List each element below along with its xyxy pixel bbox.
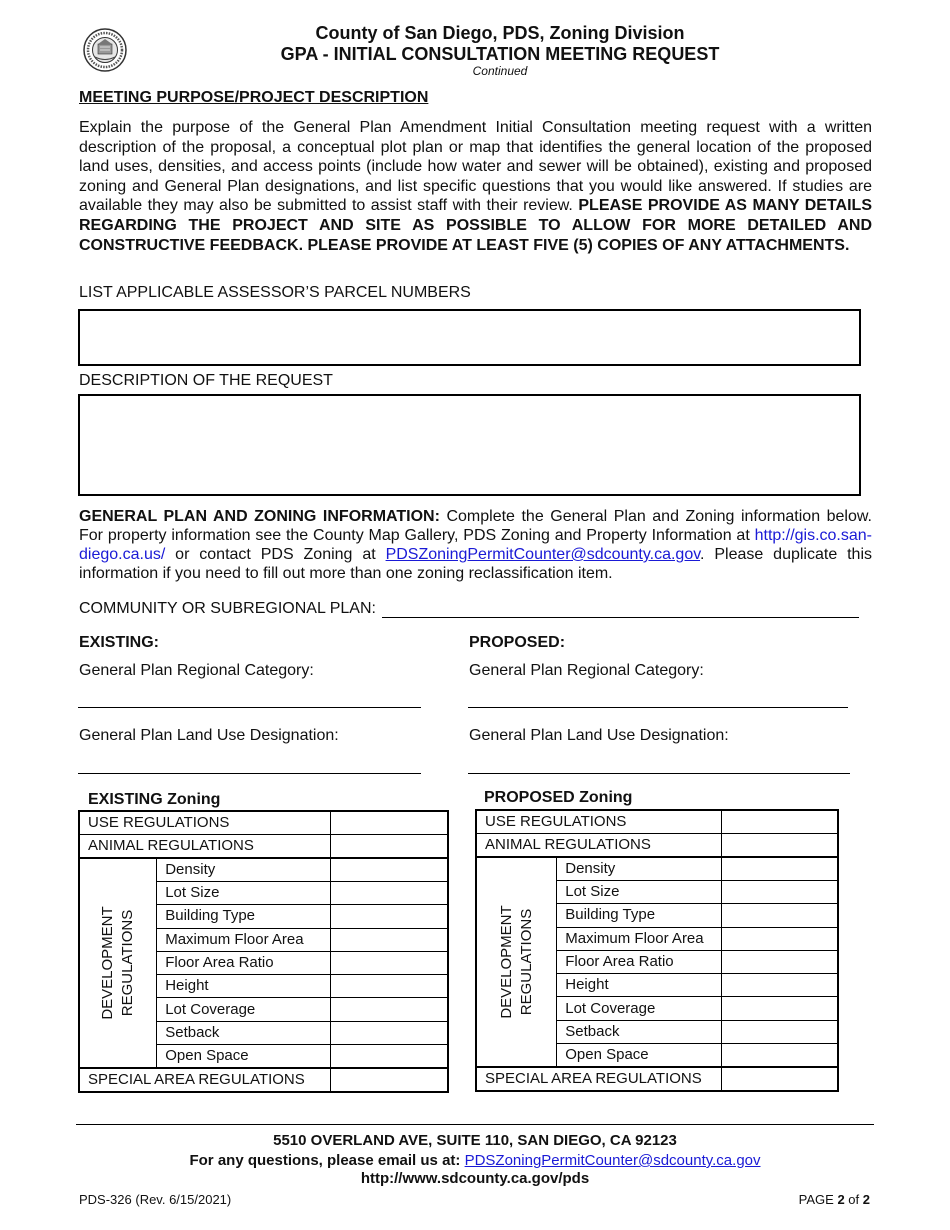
footer-address: 5510 OVERLAND AVE, SUITE 110, SAN DIEGO, CA 92123: [273, 1132, 677, 1149]
footer-email-link[interactable]: PDSZoningPermitCounter@sdcounty.ca.gov: [464, 1152, 761, 1169]
proposed-regional-category-field[interactable]: [468, 707, 848, 708]
apn-label: LIST APPLICABLE ASSESSOR’S PARCEL NUMBERS: [79, 284, 471, 301]
table-row: [79, 835, 448, 859]
proposed-height-field[interactable]: [722, 974, 838, 997]
dev-label-line2: REGULATIONS: [517, 908, 535, 1016]
dev-label-line1: DEVELOPMENT: [99, 906, 117, 1020]
existing-zoning-table: [78, 810, 449, 1093]
existing-regional-category-field[interactable]: [78, 707, 421, 708]
proposed-regional-category-label: General Plan Regional Category:: [469, 662, 704, 679]
instructions-text: Explain the purpose of the General Plan Amendment Initial Consultation meeting request with a written description of the proposal, a conceptual plot plan or map that identifies the general location of the proposed land uses, densities, and access points (include how water and sewer will be obtained), existing and proposed zoning and General Plan designations, and list specific questions that you would like answered. If studies are available they may also be submitted to assist staff with their review.: [79, 119, 872, 215]
existing-lot-coverage-field[interactable]: [331, 998, 448, 1021]
existing-use-regulations-field[interactable]: [331, 811, 448, 835]
existing-land-use-label: General Plan Land Use Designation:: [79, 727, 339, 744]
table-row: [476, 857, 838, 881]
existing-max-floor-area-field[interactable]: [331, 928, 448, 951]
existing-land-use-field[interactable]: [78, 773, 421, 774]
existing-open-space-field[interactable]: [331, 1045, 448, 1069]
meeting-purpose-heading: MEETING PURPOSE/PROJECT DESCRIPTION: [79, 89, 429, 106]
existing-special-area-field[interactable]: [331, 1068, 448, 1092]
dev-row-label: Height: [557, 974, 722, 997]
dev-row-label: Density: [157, 858, 331, 882]
existing-building-type-field[interactable]: [331, 905, 448, 928]
dev-row-label: Maximum Floor Area: [157, 928, 331, 951]
dev-row-label: Maximum Floor Area: [557, 927, 722, 950]
proposed-max-floor-area-field[interactable]: [722, 927, 838, 950]
existing-heading: EXISTING:: [79, 634, 160, 651]
proposed-animal-regulations-field[interactable]: [722, 834, 838, 858]
proposed-density-field[interactable]: [722, 857, 838, 881]
gp-zoning-info-paragraph: [79, 507, 872, 583]
proposed-open-space-field[interactable]: [722, 1044, 838, 1068]
dev-row-label: Open Space: [557, 1044, 722, 1068]
dev-row-label: Lot Size: [157, 882, 331, 905]
animal-regulations-label: ANIMAL REGULATIONS: [79, 835, 331, 859]
proposed-floor-area-ratio-field[interactable]: [722, 950, 838, 973]
dev-row-label: Lot Coverage: [557, 997, 722, 1020]
table-row: [79, 1068, 448, 1092]
dev-row-label: Height: [157, 975, 331, 998]
community-plan-label: COMMUNITY OR SUBREGIONAL PLAN:: [79, 600, 376, 617]
proposed-building-type-field[interactable]: [722, 904, 838, 927]
gp-info-text-1: Complete the General Plan and Zoning information below. For property information see the County Map Gallery, PDS Zoning and Property Information at: [79, 508, 873, 544]
gp-info-text-2: or contact PDS Zoning at: [165, 546, 386, 563]
proposed-zoning-table: [475, 809, 839, 1092]
form-title-county: County of San Diego, PDS, Zoning Division: [315, 23, 685, 43]
table-row: [476, 834, 838, 858]
dev-row-label: Setback: [557, 1020, 722, 1043]
proposed-heading: PROPOSED:: [469, 634, 566, 651]
page-current: 2: [837, 1192, 845, 1207]
table-row: [79, 811, 448, 835]
table-row: [476, 1067, 838, 1091]
page-of: of: [844, 1192, 863, 1207]
existing-setback-field[interactable]: [331, 1021, 448, 1044]
form-title-request: GPA - INITIAL CONSULTATION MEETING REQUEST: [280, 44, 720, 64]
apn-input-box[interactable]: [78, 309, 861, 366]
footer-divider: [76, 1124, 874, 1125]
page-prefix: PAGE: [798, 1192, 838, 1207]
gp-info-text-3: . Please duplicate this information if you need to fill out more than one zoning reclassification item.: [79, 546, 872, 582]
page-number: [799, 1192, 870, 1207]
proposed-use-regulations-field[interactable]: [722, 810, 838, 834]
existing-lot-size-field[interactable]: [331, 882, 448, 905]
dev-row-label: Building Type: [557, 904, 722, 927]
proposed-lot-size-field[interactable]: [722, 881, 838, 904]
dev-row-label: Building Type: [157, 905, 331, 928]
development-regulations-label: [79, 858, 157, 1068]
existing-regional-category-label: General Plan Regional Category:: [79, 662, 314, 679]
gp-zoning-info-lead: GENERAL PLAN AND ZONING INFORMATION:: [79, 508, 440, 525]
use-regulations-label: USE REGULATIONS: [79, 811, 331, 835]
development-regulations-label: [476, 857, 557, 1067]
table-row: [79, 858, 448, 882]
proposed-land-use-field[interactable]: [468, 773, 850, 774]
zoning-email-link[interactable]: PDSZoningPermitCounter@sdcounty.ca.gov: [385, 546, 701, 563]
description-label: DESCRIPTION OF THE REQUEST: [79, 372, 333, 389]
dev-label-line1: DEVELOPMENT: [497, 905, 515, 1019]
dev-label-line2: REGULATIONS: [119, 909, 137, 1017]
footer-website-link[interactable]: http://www.sdcounty.ca.gov/pds: [360, 1170, 590, 1187]
proposed-land-use-label: General Plan Land Use Designation:: [469, 727, 729, 744]
page-total: 2: [862, 1192, 870, 1207]
existing-animal-regulations-field[interactable]: [331, 835, 448, 859]
description-input-box[interactable]: [78, 394, 861, 496]
existing-density-field[interactable]: [331, 858, 448, 882]
instructions-bold-note: PLEASE PROVIDE AS MANY DETAILS REGARDING THE PROJECT AND SITE AS POSSIBLE TO ALLOW FOR MORE DETAILED AND CONSTRUCTIVE FEEDBACK. PLEASE PROVIDE AT LEAST FIVE (5) COPIES OF ANY ATTACHMENTS.: [79, 197, 872, 254]
dev-row-label: Floor Area Ratio: [557, 950, 722, 973]
footer-questions: [0, 1152, 950, 1169]
animal-regulations-label: ANIMAL REGULATIONS: [476, 834, 722, 858]
dev-row-label: Setback: [157, 1021, 331, 1044]
gis-link[interactable]: http://gis.co.san-diego.ca.us/: [79, 527, 872, 563]
footer-questions-text: For any questions, please email us at:: [189, 1152, 465, 1169]
instructions-paragraph: [79, 118, 872, 255]
proposed-zoning-title: PROPOSED Zoning: [484, 789, 633, 806]
proposed-special-area-field[interactable]: [722, 1067, 838, 1091]
dev-row-label: Floor Area Ratio: [157, 951, 331, 974]
special-area-regulations-label: SPECIAL AREA REGULATIONS: [79, 1068, 331, 1092]
community-plan-field[interactable]: [382, 600, 859, 618]
table-row: [476, 810, 838, 834]
existing-zoning-title: EXISTING Zoning: [88, 791, 221, 808]
proposed-lot-coverage-field[interactable]: [722, 997, 838, 1020]
county-seal-logo: [83, 28, 127, 72]
existing-floor-area-ratio-field[interactable]: [331, 951, 448, 974]
special-area-regulations-label: SPECIAL AREA REGULATIONS: [476, 1067, 722, 1091]
dev-row-label: Lot Size: [557, 881, 722, 904]
community-plan-row: [79, 600, 859, 618]
use-regulations-label: USE REGULATIONS: [476, 810, 722, 834]
form-number: PDS-326 (Rev. 6/15/2021): [79, 1192, 232, 1207]
existing-height-field[interactable]: [331, 975, 448, 998]
dev-row-label: Lot Coverage: [157, 998, 331, 1021]
proposed-setback-field[interactable]: [722, 1020, 838, 1043]
dev-row-label: Density: [557, 857, 722, 881]
dev-row-label: Open Space: [157, 1045, 331, 1069]
continued-note: Continued: [472, 64, 528, 78]
